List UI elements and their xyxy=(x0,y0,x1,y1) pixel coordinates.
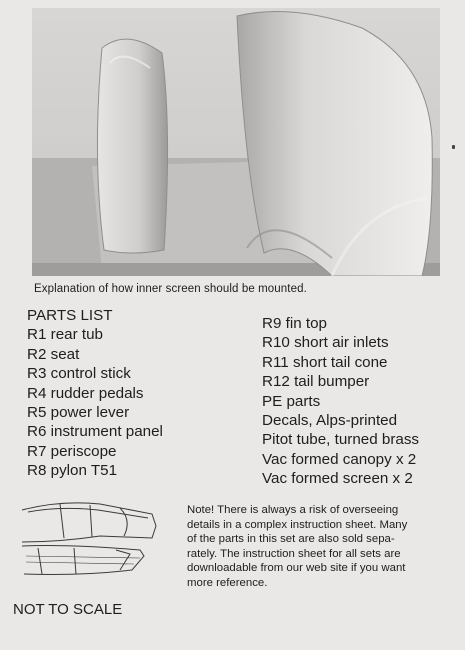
parts-list-heading: PARTS LIST xyxy=(27,307,113,324)
part-item: Pitot tube, turned brass xyxy=(262,431,420,449)
part-item: PE parts xyxy=(262,392,321,410)
part-item: R1 rear tub xyxy=(27,326,103,344)
margin-mark xyxy=(452,145,455,149)
parts-list-right xyxy=(262,314,419,489)
note-line: details in a complex instruction sheet. Many xyxy=(187,518,408,531)
part-item: R7 periscope xyxy=(27,442,117,460)
part-item: R8 pylon T51 xyxy=(27,462,118,480)
mounting-photo xyxy=(32,8,440,276)
photo-caption: Explanation of how inner screen should be mounted. xyxy=(34,283,307,295)
part-item: R10 short air inlets xyxy=(262,334,389,352)
part-item: R4 rudder pedals xyxy=(27,384,144,402)
part-item: R6 instrument panel xyxy=(27,423,163,441)
parts-list-left xyxy=(27,306,163,481)
part-item: R11 short tail cone xyxy=(262,353,388,371)
note-line: rately. The instruction sheet for all sets are xyxy=(187,547,401,560)
part-item: R2 seat xyxy=(27,345,80,363)
note-line: Note! There is always a risk of overseeing xyxy=(187,504,399,516)
mounting-photo-illustration xyxy=(32,8,440,276)
part-item: Decals, Alps-printed xyxy=(262,412,398,430)
note-line: downloadable from our web site if you want xyxy=(187,562,406,575)
part-item: Vac formed canopy x 2 xyxy=(262,450,417,468)
part-item: Vac formed screen x 2 xyxy=(262,470,413,488)
note-paragraph xyxy=(187,503,437,591)
not-to-scale-label: NOT TO SCALE xyxy=(13,601,123,618)
part-item: R5 power lever xyxy=(27,404,130,422)
part-item: R9 fin top xyxy=(262,315,328,332)
note-line: more reference. xyxy=(187,576,268,589)
screen-diagram xyxy=(20,490,170,580)
part-item: R12 tail bumper xyxy=(262,373,370,391)
note-line: of the parts in this set are also sold sepa- xyxy=(187,533,395,546)
part-item: R3 control stick xyxy=(27,365,131,383)
